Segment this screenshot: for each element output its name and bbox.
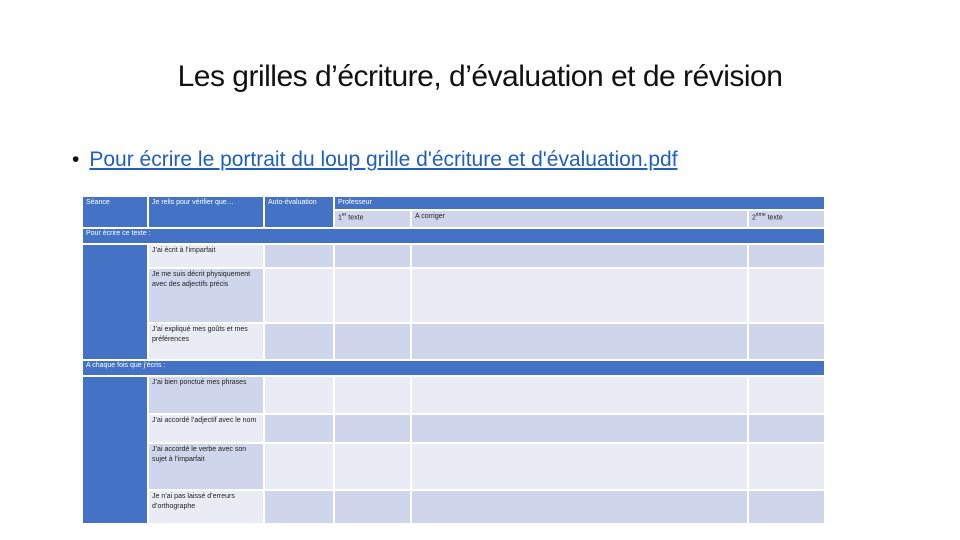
subheader-first-text <box>335 211 410 227</box>
prof-first-cell[interactable] <box>335 245 410 267</box>
prof-second-cell[interactable] <box>749 269 824 322</box>
header-auto-evaluation: Auto-évaluation <box>265 197 333 227</box>
criterion-cell: J’ai accordé l’adjectif avec le nom <box>149 415 263 442</box>
prof-second-cell[interactable] <box>749 377 824 413</box>
second-text-sup: ème <box>755 212 766 218</box>
subheader-a-corriger: A corriger <box>412 211 747 227</box>
first-text-sup: er <box>341 212 347 218</box>
bullet-dot-icon: • <box>72 148 80 171</box>
first-text-rest: texte <box>346 214 364 222</box>
header-row <box>83 197 824 209</box>
criterion-cell: J’ai accordé le verbe avec son sujet à l’imparfait <box>149 444 263 489</box>
prof-second-cell[interactable] <box>749 245 824 267</box>
seance-cell <box>83 377 147 523</box>
auto-eval-cell[interactable] <box>265 324 333 359</box>
prof-second-cell[interactable] <box>749 444 824 489</box>
prof-second-cell[interactable] <box>749 491 824 523</box>
criterion-cell: J’ai expliqué mes goûts et mes préférences <box>149 324 263 359</box>
evaluation-grid <box>81 195 826 525</box>
prof-first-cell[interactable] <box>335 377 410 413</box>
prof-first-cell[interactable] <box>335 269 410 322</box>
a-corriger-cell[interactable] <box>412 269 747 322</box>
a-corriger-cell[interactable] <box>412 444 747 489</box>
prof-first-cell[interactable] <box>335 444 410 489</box>
auto-eval-cell[interactable] <box>265 245 333 267</box>
second-text-base: 2 <box>752 214 756 222</box>
first-text-base: 1 <box>338 214 342 222</box>
subheader-second-text <box>749 211 824 227</box>
prof-first-cell[interactable] <box>335 415 410 442</box>
criterion-cell: J’ai bien ponctué mes phrases <box>149 377 263 413</box>
header-criteria: Je relis pour vérifier que… <box>149 197 263 227</box>
section-header-row <box>83 361 824 375</box>
prof-first-cell[interactable] <box>335 491 410 523</box>
auto-eval-cell[interactable] <box>265 269 333 322</box>
criterion-cell: Je me suis décrit physiquement avec des adjectifs précis <box>149 269 263 322</box>
auto-eval-cell[interactable] <box>265 491 333 523</box>
table-row <box>83 377 824 413</box>
table-row <box>83 245 824 267</box>
auto-eval-cell[interactable] <box>265 415 333 442</box>
auto-eval-cell[interactable] <box>265 377 333 413</box>
table-row <box>83 324 824 359</box>
table-row <box>83 415 824 442</box>
prof-first-cell[interactable] <box>335 324 410 359</box>
a-corriger-cell[interactable] <box>412 324 747 359</box>
prof-second-cell[interactable] <box>749 324 824 359</box>
header-professeur: Professeur <box>335 197 824 209</box>
header-seance: Séance <box>83 197 147 227</box>
table-row <box>83 269 824 322</box>
bullet-item <box>72 148 678 172</box>
section-label: Pour écrire ce texte : <box>83 229 824 243</box>
a-corriger-cell[interactable] <box>412 245 747 267</box>
criterion-cell: Je n’ai pas laissé d’erreurs d’orthographe <box>149 491 263 523</box>
seance-cell <box>83 245 147 359</box>
table-row <box>83 491 824 523</box>
auto-eval-cell[interactable] <box>265 444 333 489</box>
prof-second-cell[interactable] <box>749 415 824 442</box>
section-label: A chaque fois que j’écris : <box>83 361 824 375</box>
criterion-cell: J’ai écrit à l’imparfait <box>149 245 263 267</box>
pdf-link[interactable]: Pour écrire le portrait du loup grille d'écriture et d'évaluation.pdf <box>89 148 678 171</box>
a-corriger-cell[interactable] <box>412 491 747 523</box>
a-corriger-cell[interactable] <box>412 415 747 442</box>
section-header-row <box>83 229 824 243</box>
table-row <box>83 444 824 489</box>
slide-title: Les grilles d’écriture, d’évaluation et de révision <box>177 60 783 93</box>
second-text-rest: texte <box>765 214 783 222</box>
a-corriger-cell[interactable] <box>412 377 747 413</box>
